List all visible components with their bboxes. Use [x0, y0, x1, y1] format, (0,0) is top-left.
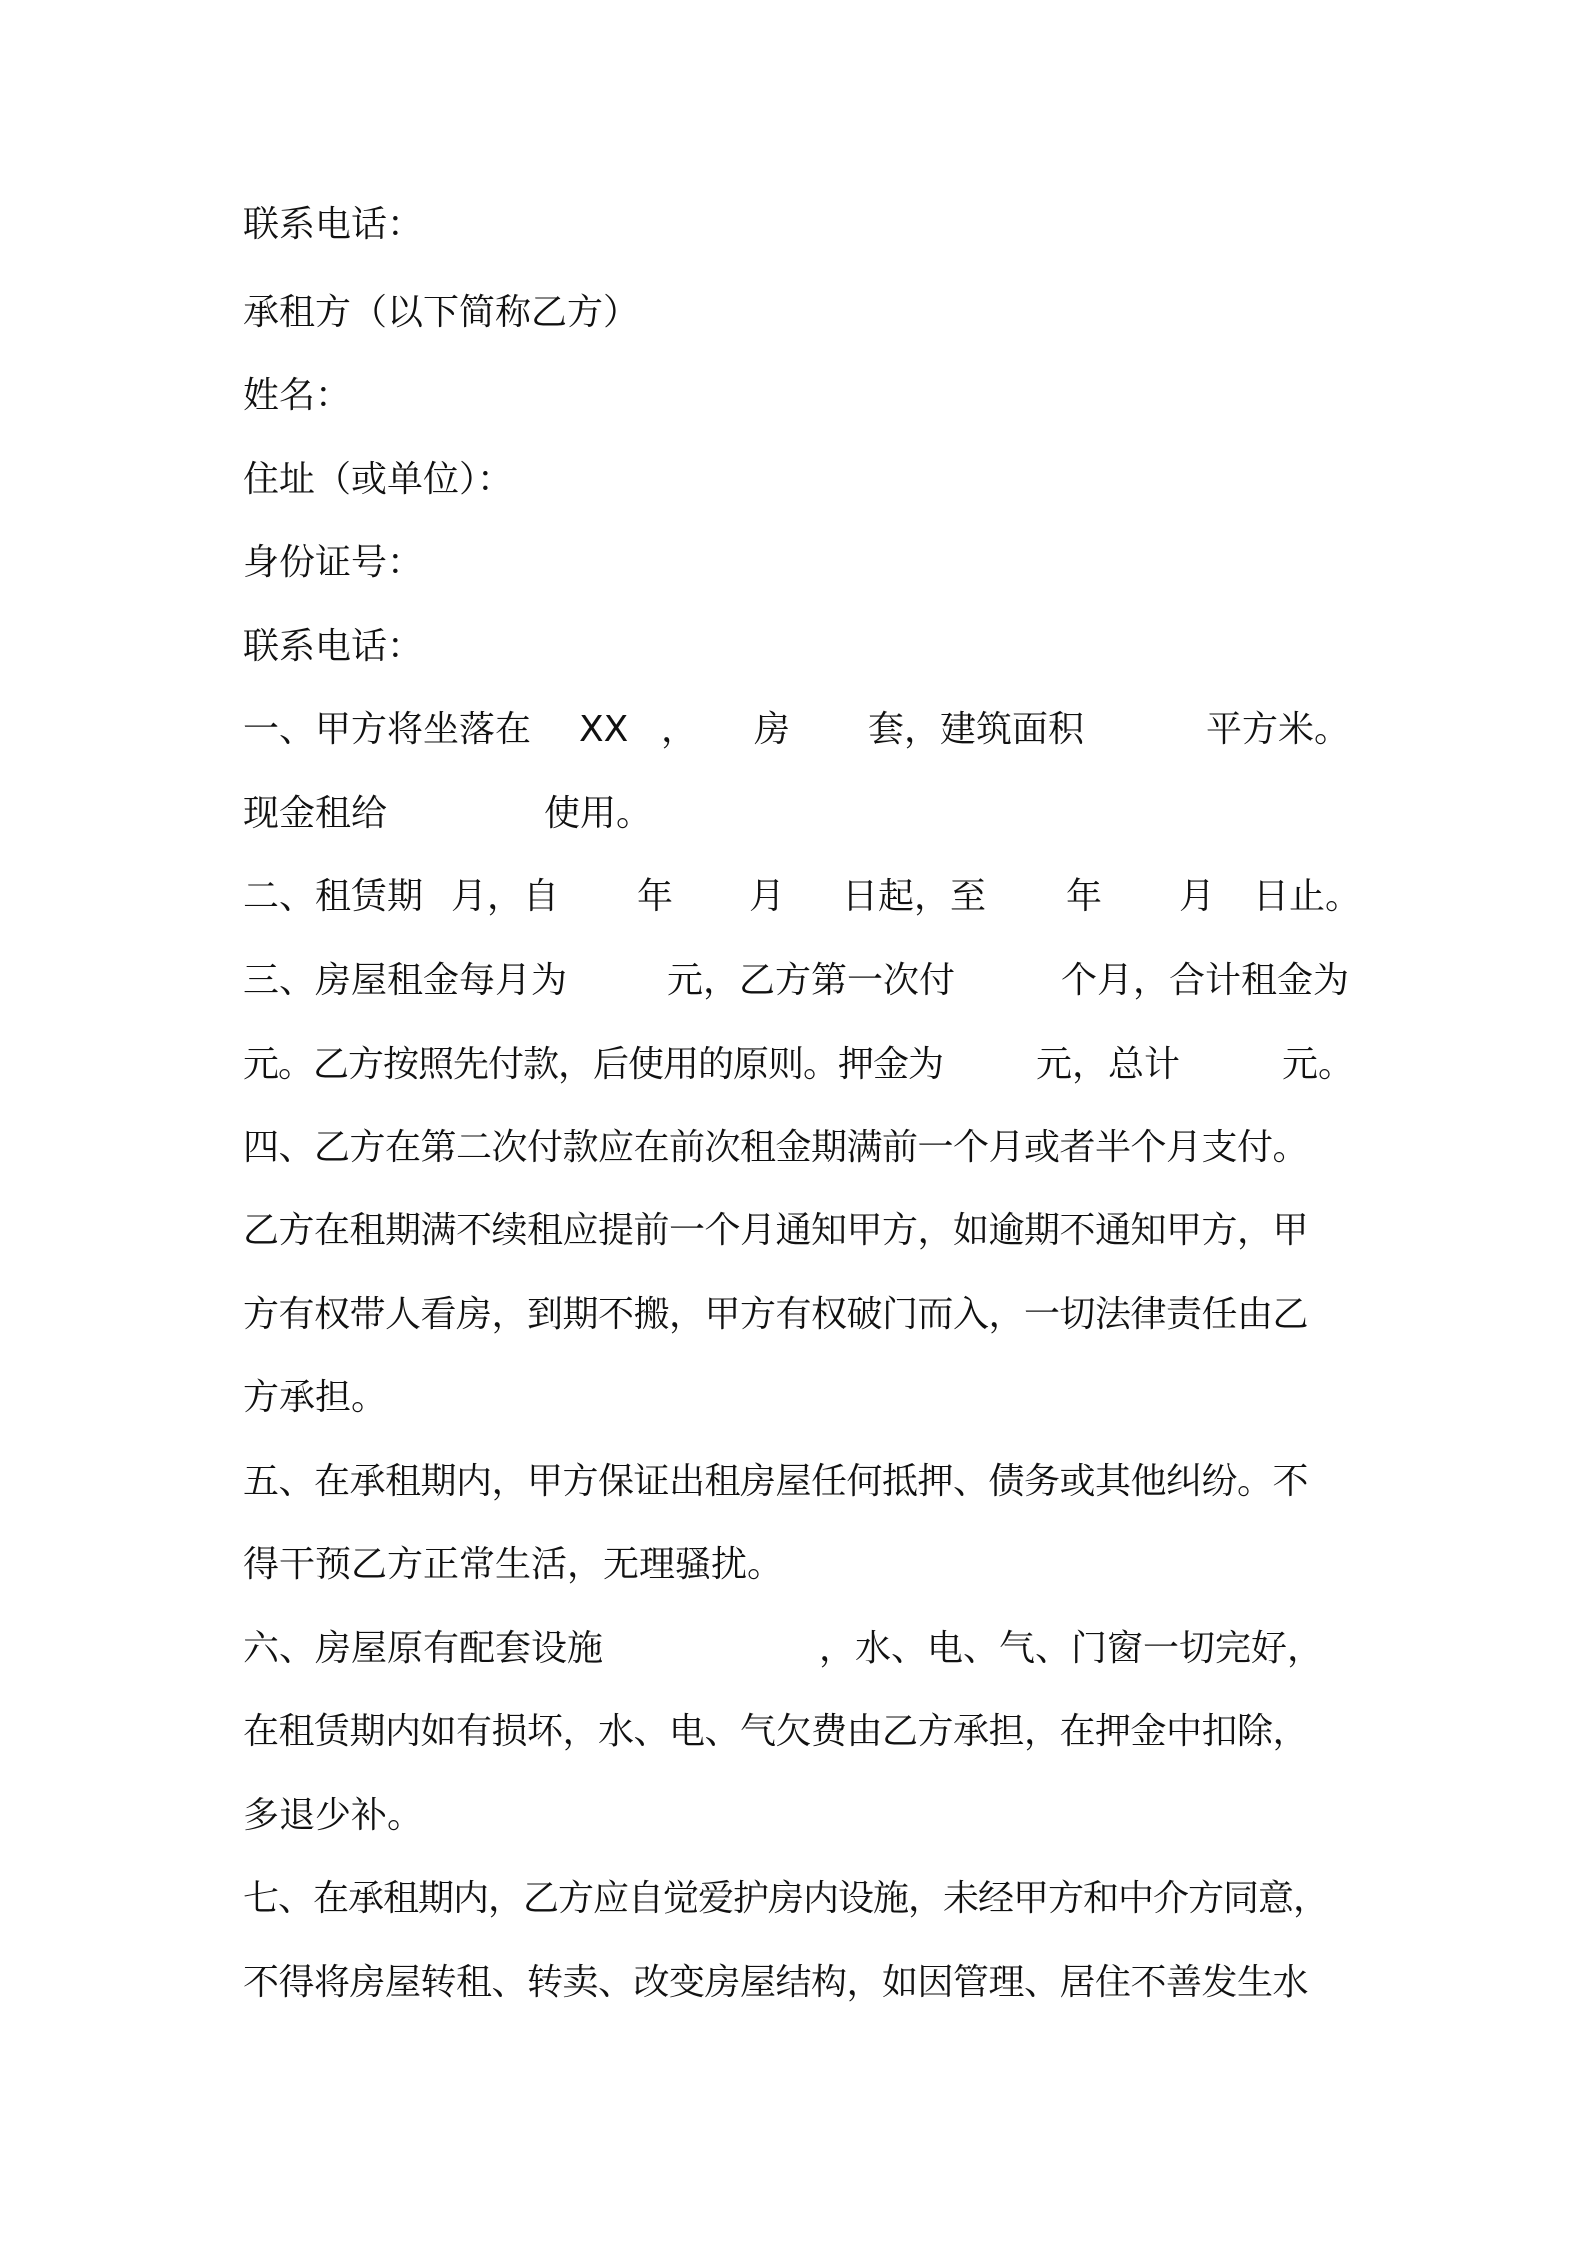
clause-4-line-4 [243, 1368, 1363, 1428]
clause-6-line-2 [243, 1702, 1363, 1762]
text-segment: 套，建筑面积 [868, 709, 1085, 750]
tenant-phone-line [243, 617, 1363, 677]
text-segment: 个月，合计租金为 [1061, 960, 1350, 1001]
text-segment: 联系电话： [243, 626, 424, 667]
tenant-address-line [243, 450, 1363, 510]
clause-1-line-1 [243, 700, 1363, 760]
clause-2-line-1 [243, 867, 1363, 927]
text-segment: 多退少补。 [243, 1795, 424, 1836]
text-segment: 联系电话： [243, 204, 424, 245]
clause-1-line-2 [243, 784, 1363, 844]
text-segment: 月 [749, 876, 786, 917]
clause-4-line-1 [243, 1118, 1363, 1178]
text-segment: 承租方（以下简称乙方） [243, 292, 640, 333]
text-segment: 乙方在租期满不续租应提前一个月通知甲方，如逾期不通知甲方，甲 [243, 1210, 1309, 1251]
text-segment: 住址（或单位）： [243, 459, 514, 500]
landlord-phone-line [243, 195, 1363, 255]
text-segment: 元。 [1282, 1044, 1355, 1085]
text-segment: 在租赁期内如有损坏，水、电、气欠费由乙方承担，在押金中扣除， [243, 1711, 1309, 1752]
clause-6-line-1 [243, 1619, 1363, 1679]
text-segment: 使用。 [544, 793, 653, 834]
text-segment: 月 [1179, 876, 1216, 917]
clause-4-line-2 [243, 1201, 1363, 1261]
clause-5-line-1 [243, 1452, 1363, 1512]
text-segment: 元，乙方第一次付 [667, 960, 956, 1001]
text-segment: 方承担。 [243, 1377, 388, 1418]
clause-7-line-1 [243, 1869, 1363, 1929]
text-segment: 五、在承租期内，甲方保证出租房屋任何抵押、债务或其他纠纷。不 [243, 1461, 1309, 1502]
text-segment: 月，自 [451, 876, 560, 917]
tenant-id-line [243, 533, 1363, 593]
text-segment: 日起，至 [842, 876, 987, 917]
text-segment: 姓名： [243, 375, 352, 416]
text-segment: ， [661, 709, 698, 750]
clause-3-line-1 [243, 951, 1363, 1011]
text-segment: 元。乙方按照先付款，后使用的原则。押金为 [243, 1044, 944, 1085]
text-segment: 平方米。 [1206, 709, 1351, 750]
text-segment: 身份证号： [243, 542, 424, 583]
text-segment: 年 [1066, 876, 1103, 917]
text-segment: 元，总计 [1036, 1044, 1181, 1085]
tenant-name-line [243, 366, 1363, 426]
clause-4-line-3 [243, 1285, 1363, 1345]
text-segment: 现金租给 [243, 793, 388, 834]
tenant-heading-line [243, 283, 1363, 343]
text-segment: 一、甲方将坐落在 [243, 709, 532, 750]
text-segment: 房 [754, 709, 791, 750]
text-segment: 日止。 [1253, 876, 1362, 917]
text-segment: 四、乙方在第二次付款应在前次租金期满前一个月或者半个月支付。 [243, 1127, 1309, 1168]
clause-6-line-3 [243, 1786, 1363, 1846]
clause-5-line-2 [243, 1535, 1363, 1595]
text-segment: ，水、电、气、门窗一切完好， [819, 1628, 1324, 1669]
text-segment: 六、房屋原有配套设施 [243, 1628, 604, 1669]
clause-7-line-2 [243, 1953, 1363, 2013]
text-segment: 不得将房屋转租、转卖、改变房屋结构，如因管理、居住不善发生水 [243, 1962, 1309, 2003]
text-segment: 三、房屋租金每月为 [243, 960, 568, 1001]
text-segment: 得干预乙方正常生活，无理骚扰。 [243, 1544, 784, 1585]
text-segment: 年 [637, 876, 674, 917]
text-segment: 七、在承租期内，乙方应自觉爱护房内设施，未经甲方和中介方同意， [243, 1878, 1329, 1919]
clause-3-line-2 [243, 1035, 1363, 1095]
text-segment: XX [579, 709, 629, 750]
text-segment: 方有权带人看房，到期不搬，甲方有权破门而入，一切法律责任由乙 [243, 1294, 1309, 1335]
text-segment: 二、租赁期 [243, 876, 424, 917]
